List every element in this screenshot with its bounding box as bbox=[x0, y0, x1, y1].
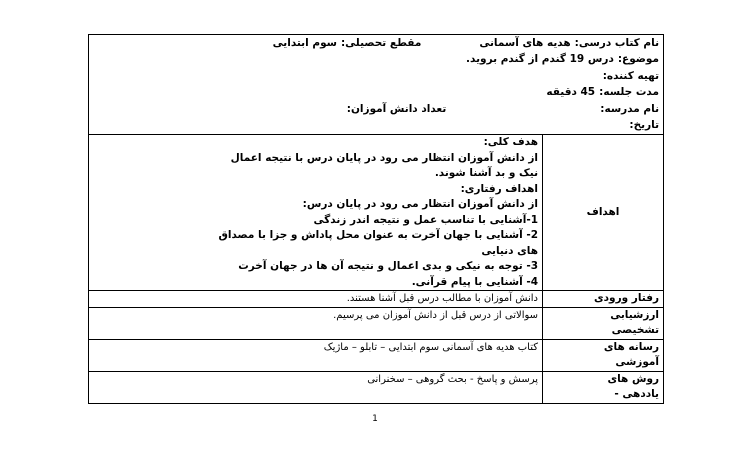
goal-item-2-line-2: های دنیایی bbox=[481, 244, 539, 257]
grade-value: سوم ابتدایی bbox=[272, 36, 337, 49]
header-line-preparer bbox=[93, 68, 659, 85]
entry-behavior-value-cell bbox=[89, 291, 543, 308]
preparer-label: تهیه کننده: bbox=[602, 69, 660, 82]
school-label: نام مدرسه: bbox=[600, 102, 660, 115]
methods-row bbox=[89, 371, 664, 403]
assessment-label-line-1: ارزشیابی bbox=[610, 308, 660, 321]
goal-item-4: 4- آشنایی با پیام قرآنی. bbox=[411, 275, 539, 288]
students-label: تعداد دانش آموزان: bbox=[346, 102, 447, 115]
lesson-plan-table bbox=[88, 34, 664, 404]
topic-title: گندم از گندم بروید. bbox=[466, 53, 566, 65]
duration-value: 45 bbox=[580, 86, 596, 98]
entry-behavior-row bbox=[89, 291, 664, 308]
topic-prefix: درس bbox=[587, 53, 614, 65]
page-number: 1 bbox=[372, 414, 378, 424]
goals-label: اهداف bbox=[586, 205, 620, 218]
entry-behavior-label-cell bbox=[543, 291, 664, 308]
header-line-date bbox=[93, 118, 659, 135]
assessment-label-cell bbox=[543, 307, 664, 339]
behavioral-goals-heading: اهداف رفتاری: bbox=[460, 182, 539, 195]
media-value-cell bbox=[89, 339, 543, 371]
goals-content-cell bbox=[89, 135, 543, 291]
grade-label: مقطع تحصیلی: bbox=[340, 36, 422, 49]
methods-label-line-2: یاددهی - bbox=[614, 388, 660, 400]
general-goal-line-2: نیک و بد آشنا شوند. bbox=[434, 167, 539, 179]
methods-value: پرسش و پاسخ - بحث گروهی – سخنرانی bbox=[367, 373, 539, 385]
behavioral-goals-intro: از دانش آموزان انتظار می رود در پایان درس: bbox=[302, 198, 539, 210]
book-label: نام کتاب درسی: bbox=[574, 36, 660, 49]
topic-label: موضوع: bbox=[617, 53, 660, 65]
header-line-book bbox=[93, 35, 659, 52]
date-label: تاریخ: bbox=[629, 119, 660, 131]
goal-item-3: 3- توجه به نیکی و بدی اعمال و نتیجه آن ها در جهان آخرت bbox=[238, 260, 539, 272]
header-line-topic bbox=[93, 52, 659, 69]
general-goal-heading: هدف کلی: bbox=[483, 136, 539, 148]
duration-unit: دقیقه bbox=[546, 86, 577, 98]
media-value: کتاب هدیه های آسمانی سوم ابتدایی – تابلو – ماژیک bbox=[323, 341, 539, 353]
assessment-value: سوالاتی از درس قبل از دانش آموزان می پرسیم. bbox=[333, 309, 539, 321]
assessment-row bbox=[89, 307, 664, 339]
media-row bbox=[89, 339, 664, 371]
header-line-school bbox=[93, 101, 659, 118]
methods-label-cell bbox=[543, 371, 664, 403]
assessment-value-cell bbox=[89, 307, 543, 339]
media-label-line-2: آموزشی bbox=[615, 356, 660, 368]
methods-label-line-1: روش های bbox=[607, 372, 660, 385]
assessment-label-line-2: تشخیصی bbox=[611, 324, 660, 336]
header-cell bbox=[89, 35, 664, 135]
media-label-cell bbox=[543, 339, 664, 371]
goals-label-cell bbox=[543, 135, 664, 291]
topic-number: 19 bbox=[569, 53, 585, 65]
methods-value-cell bbox=[89, 371, 543, 403]
goals-row bbox=[89, 135, 664, 291]
entry-behavior-value: دانش آموزان با مطالب درس قبل آشنا هستند. bbox=[346, 293, 539, 304]
goal-item-2-line-1: 2- آشنایی با جهان آخرت به عنوان محل پاداش و جزا با مصداق bbox=[218, 229, 539, 241]
entry-behavior-label: رفتار ورودی bbox=[594, 292, 660, 304]
header-line-duration bbox=[93, 85, 659, 102]
media-label-line-1: رسانه های bbox=[603, 340, 660, 353]
goal-item-1: 1-آشنایی با تناسب عمل و نتیجه اندر زندگی bbox=[313, 213, 539, 226]
book-value: هدیه های آسمانی bbox=[479, 36, 571, 49]
duration-label: مدت جلسه: bbox=[599, 86, 660, 98]
general-goal-line-1: از دانش آموزان انتظار می رود در پایان درس با نتیجه اعمال bbox=[230, 151, 539, 164]
header-row bbox=[89, 35, 664, 135]
